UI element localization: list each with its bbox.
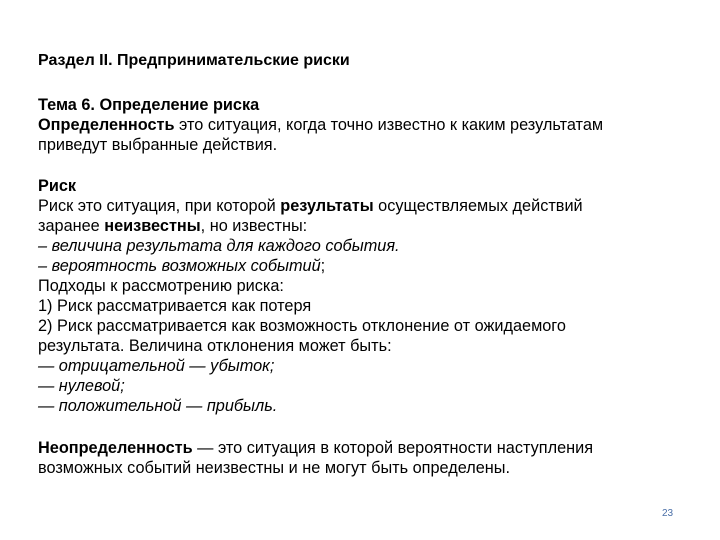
uncertainty-line-2: возможных событий неизвестны и не могут быть определены. [38, 459, 511, 477]
deviation-positive: — положительной — прибыль. [38, 397, 278, 415]
known-item-1: – величина результата для каждого события. [38, 237, 400, 255]
results-term: результаты [280, 197, 374, 215]
certainty-line-2: приведут выбранные действия. [38, 136, 278, 154]
slide-body [38, 95, 688, 478]
approaches-title: Подходы к рассмотрению риска: [38, 277, 284, 295]
risk-definition-line-2: заранее неизвестны, но известны: [38, 217, 308, 235]
certainty-term: Определенность [38, 116, 175, 134]
deviation-negative: — отрицательной — убыток; [38, 357, 275, 375]
page-number: 23 [662, 508, 674, 519]
section-title: Раздел II. Предпринимательские риски [38, 52, 350, 69]
approach-2-line-1: 2) Риск рассматривается как возможность отклонение от ожидаемого [38, 317, 566, 335]
risk-definition-line-1: Риск это ситуация, при которой результаты осуществляемых действий [38, 197, 583, 215]
deviation-zero: — нулевой; [38, 377, 125, 395]
certainty-line-1: Определенность это ситуация, когда точно известно к каким результатам [38, 116, 604, 134]
approach-1: 1) Риск рассматривается как потеря [38, 297, 312, 315]
topic-title: Тема 6. Определение риска [38, 96, 260, 114]
risk-heading: Риск [38, 177, 77, 195]
approach-2-line-2: результата. Величина отклонения может быть: [38, 337, 392, 355]
uncertainty-line-1: Неопределенность — это ситуация в которой вероятности наступления [38, 439, 594, 457]
uncertainty-term: Неопределенность [38, 439, 193, 457]
unknown-term: неизвестны [104, 217, 201, 235]
known-item-2: – вероятность возможных событий; [38, 257, 326, 275]
